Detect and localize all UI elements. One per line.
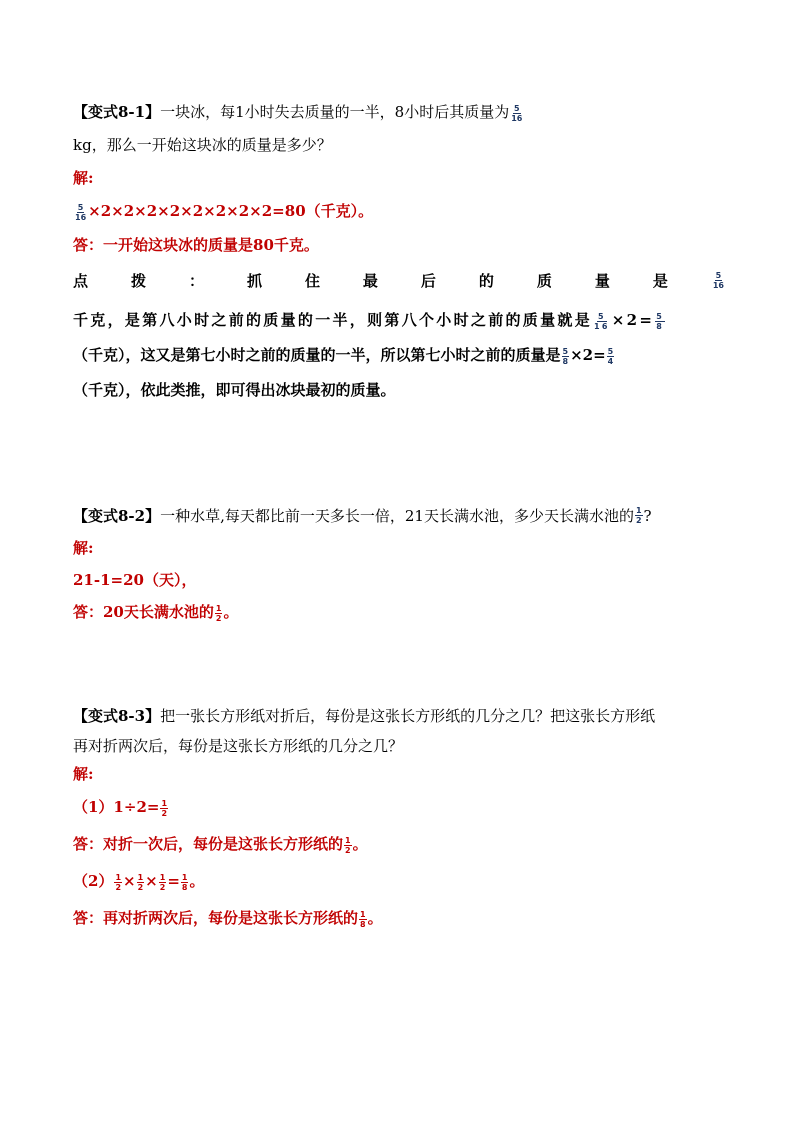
p3-question-line2: 再对折两次后，每份是这张长方形纸的几分之几？ xyxy=(73,737,404,755)
fraction-5-8: $\frac{5}{8}$ xyxy=(562,346,569,366)
fraction-5-16: $\frac{5}{16}$ xyxy=(511,103,523,123)
p1-calc: $\frac{5}{16}$ ×2×2×2×2×2×2×2×2=80（千克）。 xyxy=(75,202,374,222)
p2-question: 【变式8-2】一种水草,每天都比前一天多长一倍，21天长满水池，多少天长满水池的 $\frac{1}{2}$ ? xyxy=(73,506,652,525)
p3-answer2: 答：再对折两次后，每份是这张长方形纸的 $\frac{1}{8}$ 。 xyxy=(73,909,383,929)
p3-answer1: 答：对折一次后，每份是这张长方形纸的 $\frac{1}{2}$ 。 xyxy=(73,835,368,855)
fraction-1-8: $\frac{1}{8}$ xyxy=(181,872,188,892)
p2-jie: 解: xyxy=(73,539,94,557)
p3-question-line1: 【变式8-3】把一张长方形纸对折后，每份是这张长方形纸的几分之几？把这张长方形纸 xyxy=(73,707,656,725)
p1-dianbo-line3: （千克），这又是第七小时之前的质量的一半，所以第七小时之前的质量是 $\frac{5}{8}$ ×2= $\frac{5}{4}$ xyxy=(73,346,614,366)
fraction-5-8: $\frac{5}{8}$ xyxy=(656,311,665,331)
fraction-1-2: $\frac{1}{2}$ xyxy=(215,603,222,623)
p1-answer: 答：一开始这块冰的质量是80千克。 xyxy=(73,236,319,254)
fraction-1-2: $\frac{1}{2}$ xyxy=(635,506,642,525)
p3-calc1: （1）1÷2= $\frac{1}{2}$ xyxy=(73,798,168,818)
fraction-1-2: $\frac{1}{2}$ xyxy=(345,835,351,855)
fraction-1-2: $\frac{1}{2}$ xyxy=(137,872,144,892)
p3-label: 【变式8-3】 xyxy=(73,707,161,725)
fraction-5-16: $\frac{5}{16}$ xyxy=(594,311,610,331)
p2-answer: 答：20天长满水池的 $\frac{1}{2}$ 。 xyxy=(73,603,239,623)
p1-label: 【变式8-1】 xyxy=(73,103,161,121)
fraction-1-2: $\frac{1}{2}$ xyxy=(159,872,166,892)
fraction-5-16: $\frac{5}{16}$ xyxy=(712,271,724,290)
p1-question-a: 一块冰，每1小时失去质量的一半，8小时后其质量为 xyxy=(160,103,510,121)
p1-question-line1 xyxy=(73,102,524,123)
p3-jie: 解: xyxy=(73,765,94,783)
fraction-1-8: $\frac{1}{8}$ xyxy=(360,909,366,929)
p2-calc: 21-1=20（天）， xyxy=(73,571,197,589)
fraction-5-16: $\frac{5}{16}$ xyxy=(75,202,87,222)
p1-dianbo-line2: 千克，是第八小时之前的质量的一半，则第八个小时之前的质量就是 $\frac{5}{16}$ ×2= $\frac{5}{8}$ xyxy=(73,311,665,331)
p1-dianbo-line4: （千克），依此类推，即可得出冰块最初的质量。 xyxy=(73,381,396,399)
fraction-5-4: $\frac{5}{4}$ xyxy=(607,346,614,366)
fraction-1-2: $\frac{1}{2}$ xyxy=(161,798,168,818)
fraction-1-2: $\frac{1}{2}$ xyxy=(115,872,122,892)
p1-question-line2: kg，那么一开始这块冰的质量是多少？ xyxy=(73,136,332,154)
p1-jie: 解: xyxy=(73,169,94,187)
p2-label: 【变式8-2】 xyxy=(73,507,161,525)
p1-dianbo-line1: 点 拨 ： 抓 住 最 后 的 质 量 是 $\frac{5}{16}$ xyxy=(73,271,724,290)
p3-calc2: （2） $\frac{1}{2}$ × $\frac{1}{2}$ × $\frac{1}{2}$ = $\frac{1}{8}$ 。 xyxy=(73,872,205,892)
